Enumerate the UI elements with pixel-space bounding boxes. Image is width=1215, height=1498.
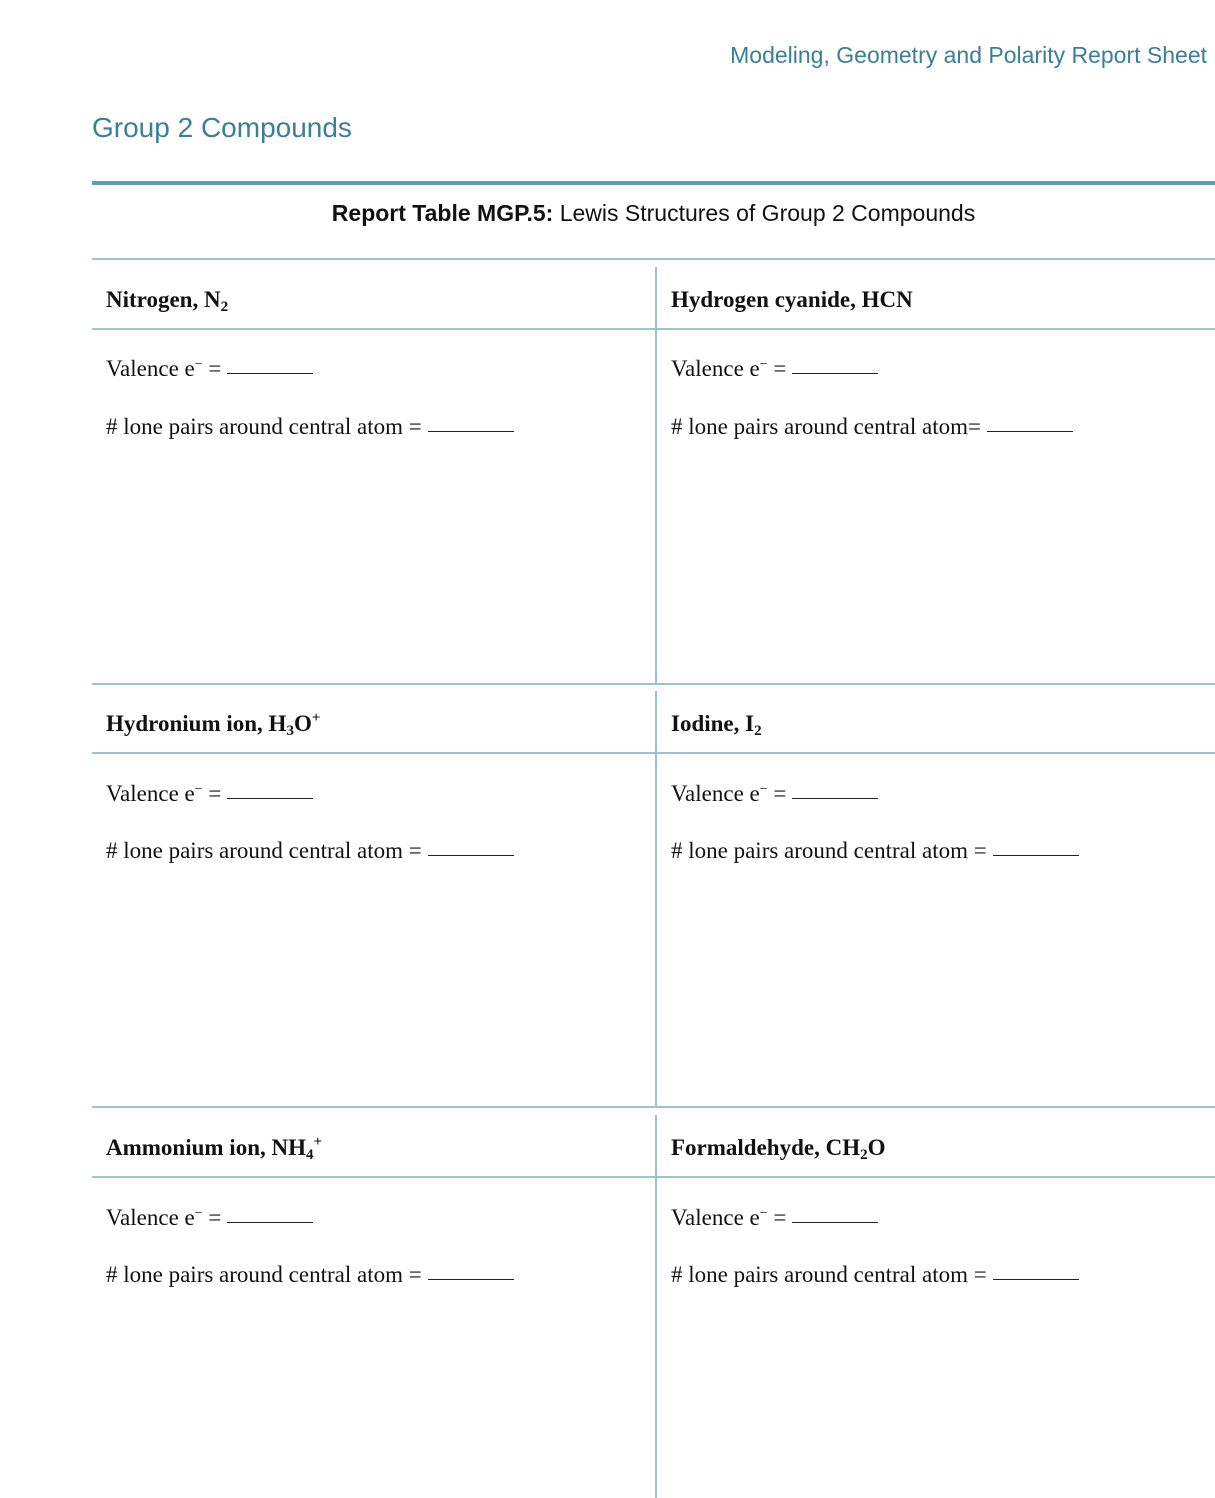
valence-label: Valence e: [106, 781, 195, 806]
table-divider: [92, 1106, 1215, 1108]
table-divider: [92, 258, 1215, 260]
lone-pairs-field: [671, 1262, 1079, 1288]
valence-eq: =: [767, 1205, 787, 1230]
lone-pairs-label: # lone pairs around central atom=: [671, 414, 981, 439]
table-caption: [92, 200, 1215, 227]
lone-pairs-label: # lone pairs around central atom =: [106, 1262, 422, 1287]
valence-blank[interactable]: [227, 797, 313, 799]
cell-title-iodine: [671, 711, 762, 737]
table-divider: [92, 752, 1215, 754]
cell-title-nitrogen: [106, 287, 228, 313]
compound-name: Ammonium ion, NH: [106, 1135, 306, 1160]
column-divider: [655, 267, 657, 683]
lone-pairs-field: [106, 1262, 514, 1288]
compound-subscript: 2: [220, 299, 229, 315]
running-head: Modeling, Geometry and Polarity Report Sheet: [730, 42, 1207, 68]
lone-pairs-field: [106, 414, 514, 440]
table-divider: [92, 683, 1215, 685]
valence-blank[interactable]: [227, 372, 313, 374]
caption-text: Lewis Structures of Group 2 Compounds: [553, 200, 976, 226]
lone-pairs-blank[interactable]: [428, 430, 514, 432]
lone-pairs-blank[interactable]: [428, 854, 514, 856]
lone-pairs-field: [671, 838, 1079, 864]
valence-field: [671, 781, 878, 807]
lone-pairs-blank[interactable]: [993, 1278, 1079, 1280]
section-title: Group 2 Compounds: [92, 112, 352, 143]
valence-eq: =: [202, 781, 222, 806]
cell-title-formaldehyde: [671, 1135, 886, 1161]
lone-pairs-field: [671, 414, 1073, 440]
compound-charge: +: [313, 1134, 323, 1150]
compound-subscript: 2: [754, 723, 762, 739]
valence-label: Valence e: [671, 356, 760, 381]
valence-eq: =: [202, 1205, 222, 1230]
table-top-rule: [92, 181, 1215, 185]
table-divider: [92, 328, 1215, 330]
valence-label: Valence e: [671, 1205, 760, 1230]
compound-name: Iodine, I: [671, 711, 755, 736]
valence-field: [106, 781, 313, 807]
valence-eq: =: [202, 356, 222, 381]
compound-name: Hydrogen cyanide, HCN: [671, 287, 913, 312]
compound-name-tail: O: [867, 1135, 886, 1160]
compound-name: Nitrogen, N: [106, 287, 221, 312]
compound-name: Formaldehyde, CH: [671, 1135, 861, 1160]
column-divider: [655, 1115, 657, 1498]
lone-pairs-blank[interactable]: [428, 1278, 514, 1280]
compound-subscript: 2: [860, 1147, 868, 1163]
valence-eq: =: [767, 781, 787, 806]
valence-superscript: −: [759, 357, 768, 372]
compound-charge: +: [311, 710, 321, 726]
lone-pairs-label: # lone pairs around central atom =: [671, 838, 987, 863]
compound-subscript: 4: [306, 1147, 314, 1163]
valence-blank[interactable]: [792, 372, 878, 374]
valence-superscript: −: [194, 357, 203, 372]
compound-name-tail: O: [293, 711, 312, 736]
valence-superscript: −: [759, 1206, 768, 1221]
valence-field: [106, 356, 313, 382]
table-divider: [92, 1176, 1215, 1178]
cell-title-hydronium: [106, 711, 320, 737]
valence-superscript: −: [194, 782, 203, 797]
valence-superscript: −: [194, 1206, 203, 1221]
compound-name: Hydronium ion, H: [106, 711, 287, 736]
lone-pairs-label: # lone pairs around central atom =: [106, 414, 422, 439]
lone-pairs-label: # lone pairs around central atom =: [106, 838, 422, 863]
valence-field: [106, 1205, 313, 1231]
valence-field: [671, 1205, 878, 1231]
valence-superscript: −: [759, 782, 768, 797]
valence-blank[interactable]: [792, 797, 878, 799]
column-divider: [655, 691, 657, 1106]
compound-subscript: 3: [286, 723, 294, 739]
valence-blank[interactable]: [792, 1221, 878, 1223]
valence-field: [671, 356, 878, 382]
valence-blank[interactable]: [227, 1221, 313, 1223]
lone-pairs-field: [106, 838, 514, 864]
valence-label: Valence e: [671, 781, 760, 806]
caption-label: Report Table MGP.5:: [331, 200, 554, 226]
cell-title-hydrogen-cyanide: [671, 287, 913, 313]
valence-label: Valence e: [106, 1205, 195, 1230]
lone-pairs-blank[interactable]: [987, 430, 1073, 432]
cell-title-ammonium: [106, 1135, 322, 1161]
valence-eq: =: [767, 356, 787, 381]
lone-pairs-label: # lone pairs around central atom =: [671, 1262, 987, 1287]
lone-pairs-blank[interactable]: [993, 854, 1079, 856]
valence-label: Valence e: [106, 356, 195, 381]
